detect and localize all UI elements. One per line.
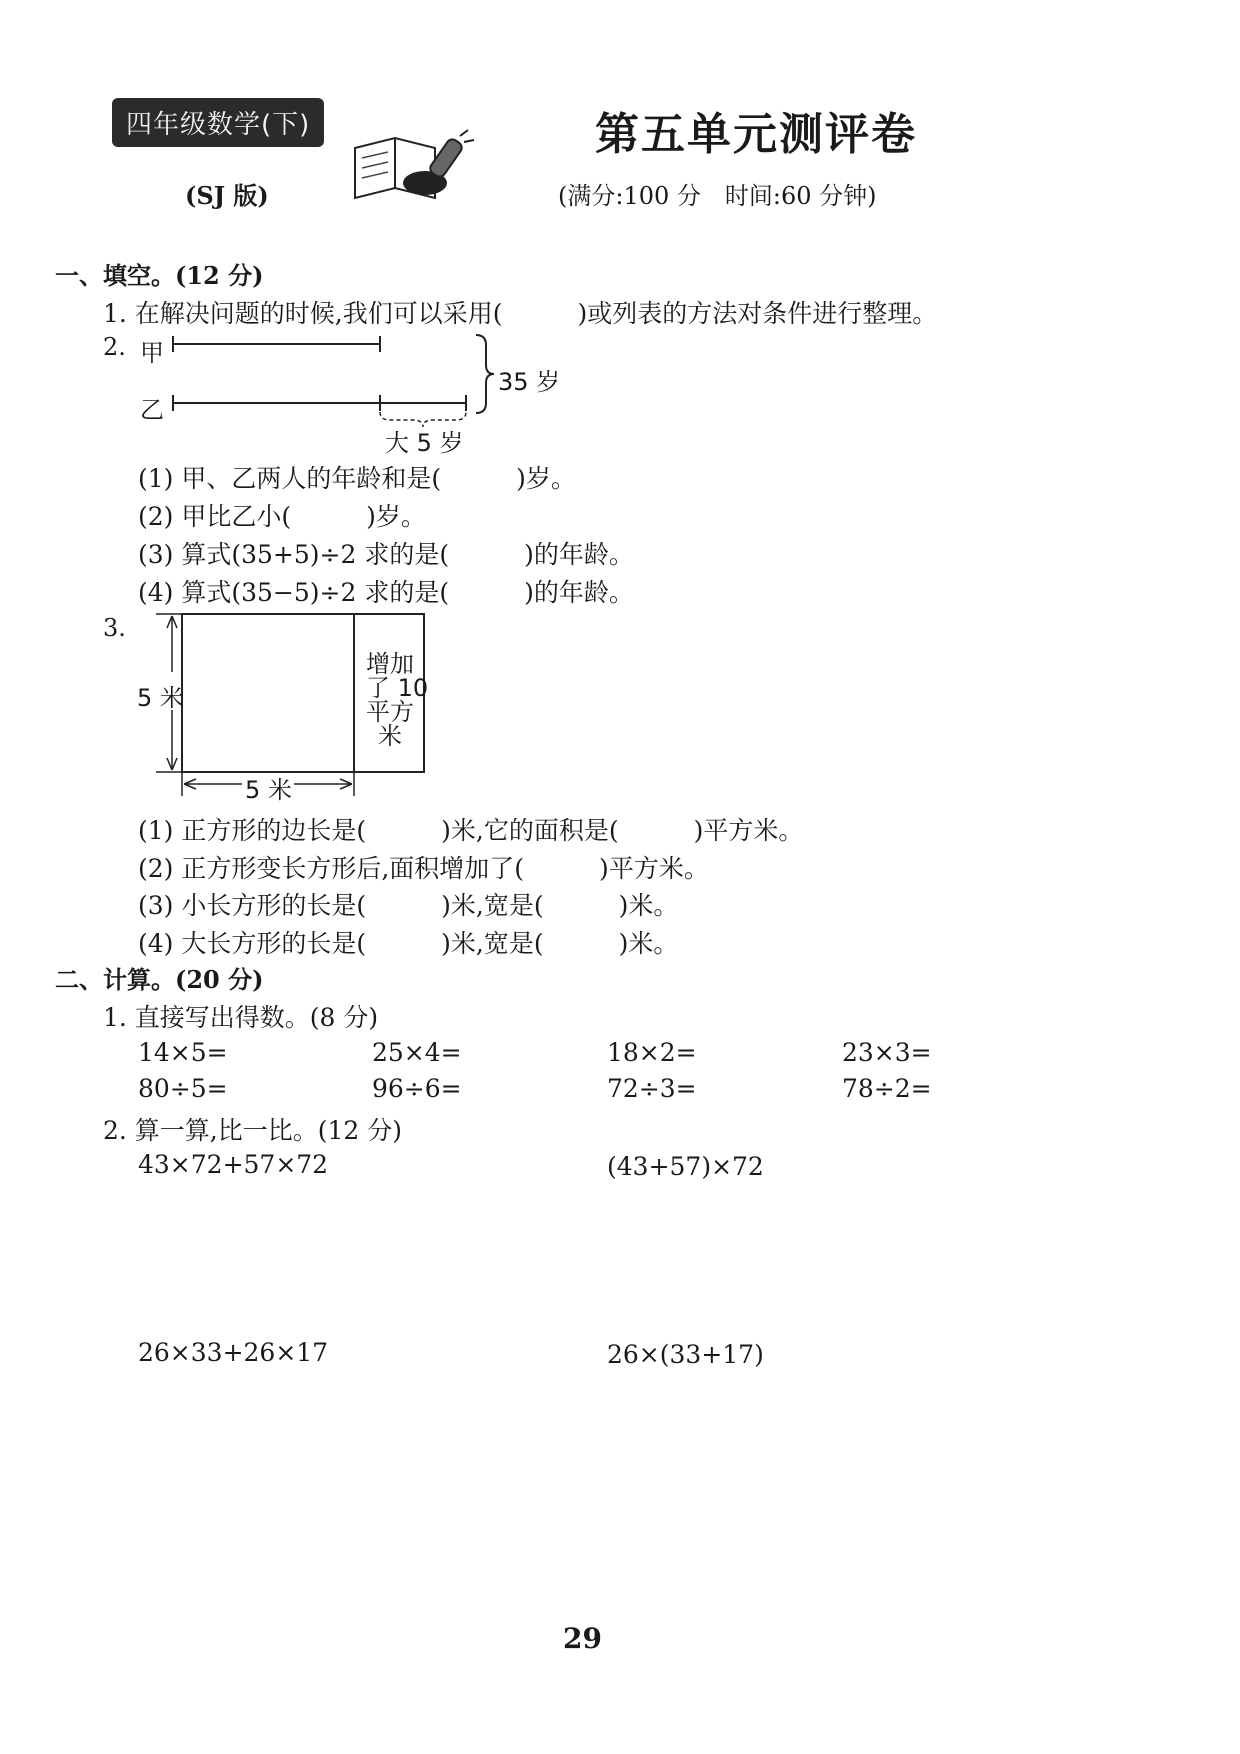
q1-3-part3: (3) 小长方形的长是( )米,宽是( )米。: [138, 891, 679, 920]
calc-item: 96÷6=: [372, 1074, 462, 1103]
calc-item: 23×3=: [842, 1038, 932, 1067]
q1-2-part4: (4) 算式(35−5)÷2 求的是( )的年龄。: [138, 578, 634, 607]
page-number: 29: [563, 1622, 602, 1655]
book-brush-illustration: [350, 128, 480, 208]
label-yi: 乙: [140, 396, 164, 424]
q1-2-number: 2.: [103, 333, 126, 361]
grade-badge: 四年级数学(下): [112, 98, 324, 147]
added-area-line1: 增加: [366, 650, 414, 678]
age-line-diagram: [168, 330, 498, 430]
compare-expression: 26×(33+17): [607, 1340, 764, 1369]
label-jia: 甲: [140, 339, 164, 367]
compare-expression: 26×33+26×17: [138, 1338, 329, 1367]
score-time-info: (满分:100 分 时间:60 分钟): [558, 182, 877, 210]
added-area-line2: 了 10: [366, 674, 429, 702]
q1-2-part3: (3) 算式(35+5)÷2 求的是( )的年龄。: [138, 540, 634, 569]
added-area-line4: 米: [378, 722, 402, 750]
compare-expression: 43×72+57×72: [138, 1150, 329, 1179]
q2-2-title: 2. 算一算,比一比。(12 分): [103, 1116, 403, 1145]
q1-3-part1: (1) 正方形的边长是( )米,它的面积是( )平方米。: [138, 816, 804, 845]
q1-3-number: 3.: [103, 614, 126, 642]
calc-item: 18×2=: [607, 1038, 697, 1067]
total-age-label: 35 岁: [498, 368, 561, 396]
calc-item: 14×5=: [138, 1038, 228, 1067]
edition-label: (SJ 版): [185, 181, 269, 210]
calc-item: 72÷3=: [607, 1074, 697, 1103]
added-area-line3: 平方: [366, 698, 414, 726]
section1-heading: 一、填空。(12 分): [55, 261, 264, 290]
compare-expression: (43+57)×72: [607, 1152, 764, 1181]
calc-item: 25×4=: [372, 1038, 462, 1067]
page-title: 第五单元测评卷: [595, 109, 917, 160]
square-side-horizontal-label: 5 米: [245, 776, 292, 804]
q1-2-part2: (2) 甲比乙小( )岁。: [138, 502, 426, 531]
q1-3-part2: (2) 正方形变长方形后,面积增加了( )平方米。: [138, 854, 709, 883]
q1-3-part4: (4) 大长方形的长是( )米,宽是( )米。: [138, 929, 679, 958]
diff-age-label: 大 5 岁: [385, 429, 464, 457]
calc-item: 80÷5=: [138, 1074, 228, 1103]
calc-item: 78÷2=: [842, 1074, 932, 1103]
section2-heading: 二、计算。(20 分): [55, 965, 264, 994]
q1-1-text: 1. 在解决问题的时候,我们可以采用( )或列表的方法对条件进行整理。: [103, 299, 938, 328]
q2-1-title: 1. 直接写出得数。(8 分): [103, 1003, 379, 1032]
square-side-vertical-label: 5 米: [137, 684, 184, 712]
q1-2-part1: (1) 甲、乙两人的年龄和是( )岁。: [138, 464, 576, 493]
